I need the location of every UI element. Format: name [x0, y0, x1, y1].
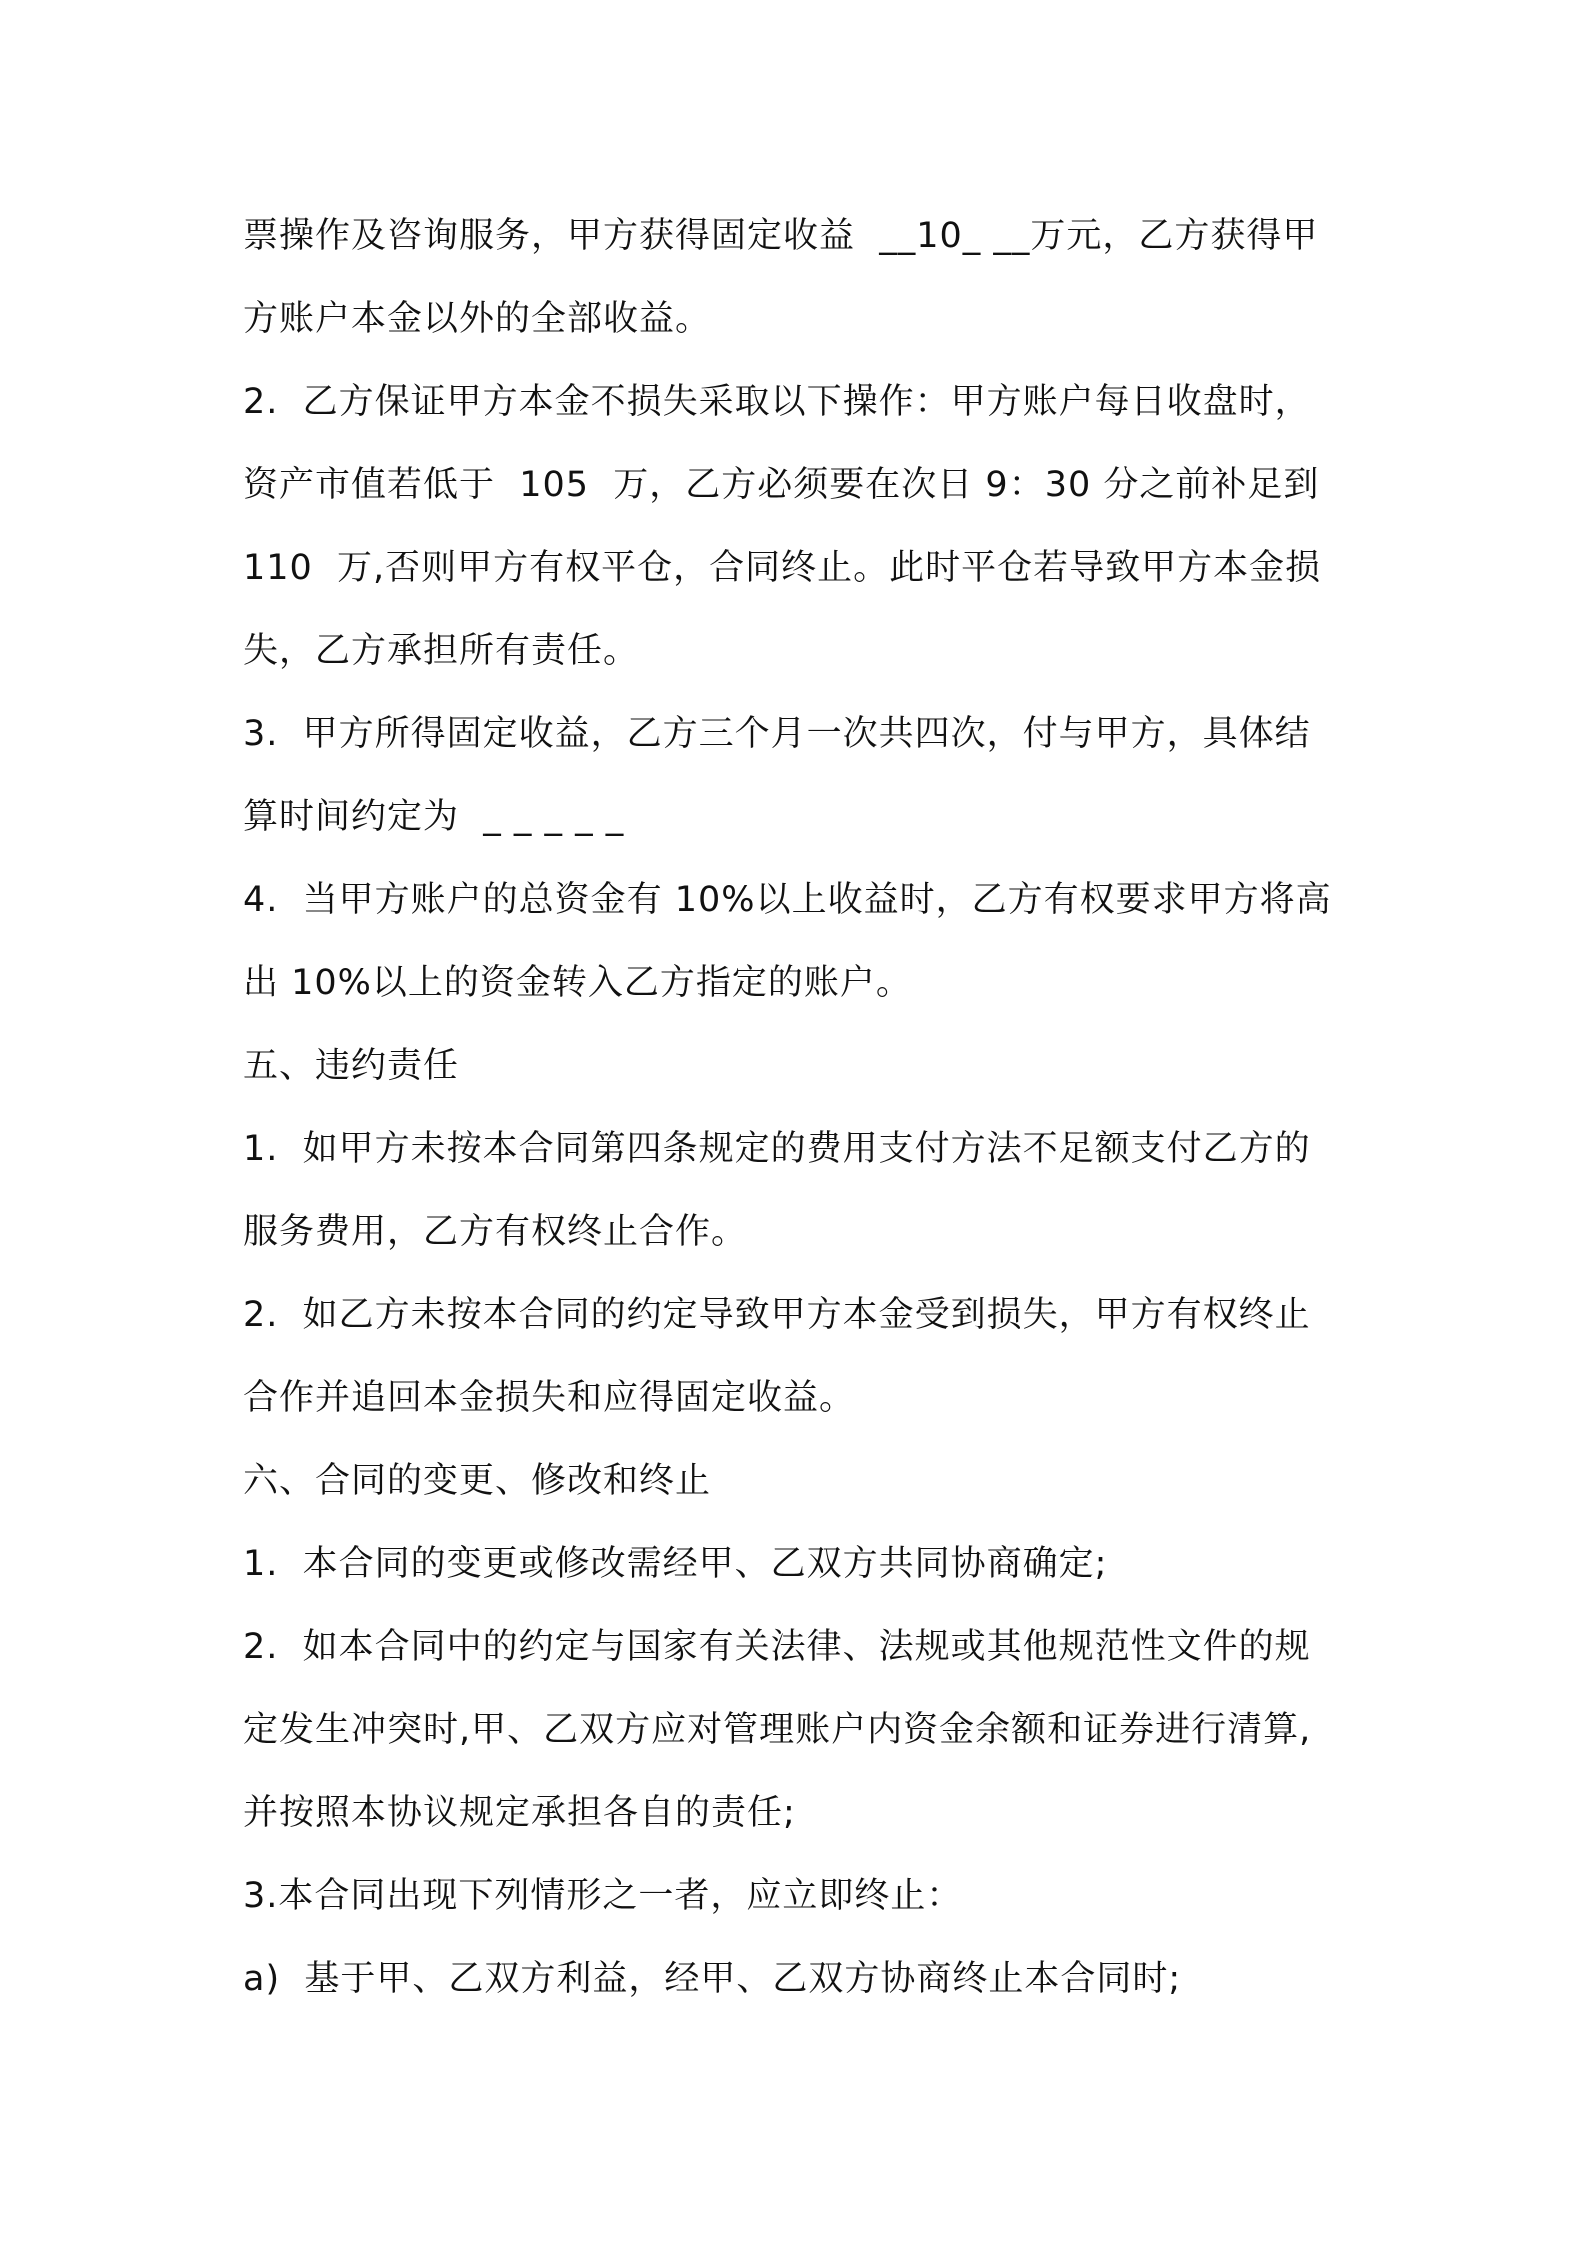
text-line: 方账户本金以外的全部收益。: [243, 299, 712, 339]
section-heading-6: 六、合同的变更、修改和终止: [243, 1461, 712, 1501]
clause-4-2: 2. 乙方保证甲方本金不损失采取以下操作：甲方账户每日收盘时，: [243, 382, 1311, 422]
text-line: 票操作及咨询服务，甲方获得固定收益 __10_ __万元，乙方获得甲: [243, 216, 1319, 256]
document-body: [243, 195, 1363, 2021]
text-line: 并按照本协议规定承担各自的责任;: [243, 1793, 796, 1833]
section-heading-5: 五、违约责任: [243, 1046, 460, 1086]
text-line: 定发生冲突时,甲、乙双方应对管理账户内资金余额和证券进行清算,: [243, 1710, 1312, 1750]
text-line: 服务费用，乙方有权终止合作。: [243, 1212, 748, 1252]
text-line: 出 10%以上的资金转入乙方指定的账户。: [243, 963, 912, 1003]
clause-5-2: 2. 如乙方未按本合同的约定导致甲方本金受到损失，甲方有权终止: [243, 1295, 1311, 1335]
clause-6-3: 3.本合同出现下列情形之一者，应立即终止：: [243, 1876, 963, 1916]
clause-6-2: 2. 如本合同中的约定与国家有关法律、法规或其他规范性文件的规: [243, 1627, 1311, 1667]
clause-5-1: 1. 如甲方未按本合同第四条规定的费用支付方法不足额支付乙方的: [243, 1129, 1311, 1169]
clause-6-3-a: a) 基于甲、乙双方利益，经甲、乙双方协商终止本合同时;: [243, 1959, 1182, 1999]
text-line: 算时间约定为 _ _ _ _ _: [243, 797, 625, 837]
text-line: 资产市值若低于 105 万，乙方必须要在次日 9：30 分之前补足到: [243, 465, 1320, 505]
clause-4-3: 3. 甲方所得固定收益，乙方三个月一次共四次，付与甲方，具体结: [243, 714, 1311, 754]
text-line: 合作并追回本金损失和应得固定收益。: [243, 1378, 856, 1418]
clause-4-4: 4. 当甲方账户的总资金有 10%以上收益时，乙方有权要求甲方将高: [243, 880, 1332, 920]
text-line: 失，乙方承担所有责任。: [243, 631, 640, 671]
clause-6-1: 1. 本合同的变更或修改需经甲、乙双方共同协商确定;: [243, 1544, 1108, 1584]
text-line: 110 万,否则甲方有权平仓，合同终止。此时平仓若导致甲方本金损: [243, 548, 1322, 588]
